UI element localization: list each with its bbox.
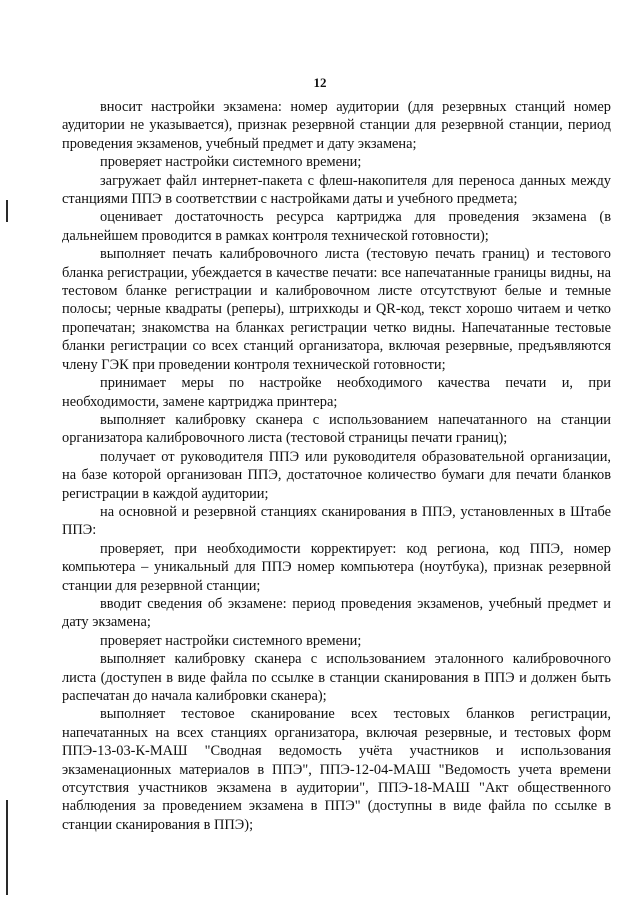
paragraph-scan-stations: на основной и резервной станциях сканирования в ППЭ, установленных в Штабе ППЭ: <box>62 503 611 539</box>
paragraph-region-code: проверяет, при необходимости корректирует: код региона, код ППЭ, номер компьютера – уникальный для ППЭ номер компьютера (ноутбука), признак резервной станции для резервной станции; <box>62 540 611 594</box>
paragraph-cartridge: оценивает достаточность ресурса картриджа для проведения экзамена (в дальнейшем проводится в рамках контроля технической готовности); <box>62 209 611 244</box>
scan-edge-mark <box>6 800 8 895</box>
scan-edge-mark <box>6 200 8 222</box>
paragraph-scanner-calibration: выполняет калибровку сканера с использованием напечатанного на станции организатора калибровочного листа (тестовой страницы печати границ); <box>62 411 611 447</box>
paragraph-paper-supply: получает от руководителя ППЭ или руководителя образовательной организации, на базе которой организован ППЭ, достаточное количество бумаги для печати бланков регистрации в каждой аудитории; <box>62 448 611 502</box>
paragraph-exam-settings: вносит настройки экзамена: номер аудитории (для резервных станций номер аудитории не указывается), признак резервной станции для резервной станции, период проведения экзаменов, учебный предмет и дату экзамена; <box>62 99 611 152</box>
paragraph-load-package: загружает файл интернет-пакета с флеш-накопителя для переноса данных между станциями ППЭ в соответствии с настройками даты и учебного предмета; <box>62 172 611 208</box>
paragraph-check-time-2: проверяет настройки системного времени; <box>100 632 362 649</box>
paragraph-check-time: проверяет настройки системного времени; <box>100 154 362 171</box>
paragraph-print-quality: принимает меры по настройке необходимого качества печати и, при необходимости, замене картриджа принтера; <box>62 375 611 410</box>
paragraph-exam-info: вводит сведения об экзамене: период проведения экзаменов, учебный предмет и дату экзамена; <box>62 595 611 631</box>
paragraph-reference-calibration: выполняет калибровку сканера с использованием эталонного калибровочного листа (доступен в виде файла по ссылке в станции сканирования в ППЭ и должен быть распечатан до начала калибровки сканера); <box>62 651 611 704</box>
paragraph-test-print: выполняет печать калибровочного листа (тестовую печать границ) и тестового бланка регистрации, убеждается в качестве печати: все напечатанные границы видны, на тестовом бланке регистрации и калибровочном листе отсутствуют белые и темные полосы; черные квадраты (реперы), штрихкоды и QR-код, текст хорошо читаем и четко пропечатан; знакомства на бланках регистрации четко видны. Напечатанные тестовые бланки регистрации со всех станций организатора, включая резервные, предъявляются члену ГЭК при проведении контроля технической готовности; <box>62 246 611 373</box>
paragraph-test-scanning: выполняет тестовое сканирование всех тестовых бланков регистрации, напечатанных на всех станциях организатора, включая резервные, и тестовых форм ППЭ-13-03-К-МАШ "Сводная ведомость учёта участников и использования экзаменационных материалов в ППЭ", ППЭ-12-04-МАШ "Ведомость учета времени отсутствия участников экзамена в аудитории", ППЭ-18-МАШ "Акт общественного наблюдения за проведением экзамена в ППЭ" (доступны в виде файла по ссылке в станции сканирования в ППЭ); <box>62 706 611 833</box>
page-number: 12 <box>313 75 327 90</box>
document-body <box>62 98 611 834</box>
